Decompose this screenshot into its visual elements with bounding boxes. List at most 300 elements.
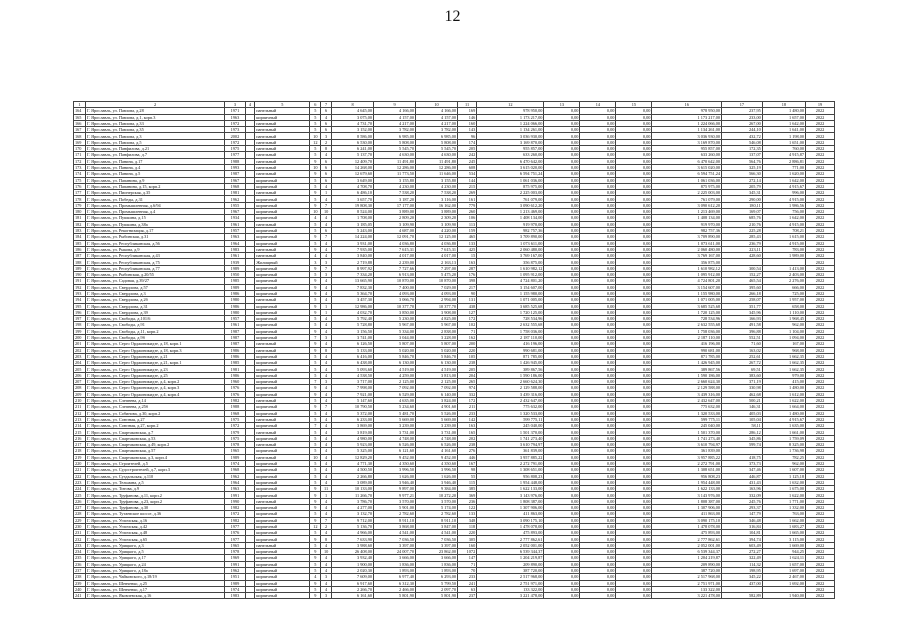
table-cell: 5 [310,460,321,466]
table-cell: 1 954 448,00 [477,479,544,485]
table-cell: 236 [74,561,86,567]
table-cell: 4 [321,114,332,120]
table-cell: 252,61 [722,353,763,359]
table-cell: 0,00 [544,108,580,114]
table-cell: 0,00 [580,164,616,170]
table-cell: 4 [321,196,332,202]
table-cell: 3 657,70 [332,196,374,202]
table-cell: 0,00 [616,334,652,340]
table-cell: 2022 [806,272,835,278]
table-row [74,593,835,599]
table-cell: 10 377,70 [374,303,416,309]
table-cell: 2 187 110,00 [652,334,722,340]
column-number-7: 7 [321,102,332,108]
table-cell: 1974 [225,586,245,592]
table-cell: Г. Ярославль, ул. Пионерская, д.35 [86,190,225,196]
table-cell: 1975 [225,435,245,441]
table-cell: 3 152,00 [332,127,374,133]
table-cell: 171 [74,152,86,158]
table-cell: 133 322,00 [652,586,722,592]
table-cell: 6 [321,164,332,170]
table-cell: 0,00 [580,259,616,265]
table-cell: 4 [321,423,332,429]
table-cell: 1 501 370,00 [477,429,544,435]
table-cell: 6 140,00 [416,391,458,397]
table-cell: 0,00 [616,183,652,189]
table-cell: 0,00 [544,397,580,403]
table-cell: панельный [255,127,310,133]
table-cell: 1 808 387,00 [652,498,722,504]
table-cell: Г. Ярославль, ул. Титова, д.9 [86,486,225,492]
table-cell: 0,00 [580,385,616,391]
table-cell: 0,00 [580,234,616,240]
table-cell: 1 657,00 [762,114,805,120]
table-cell: кирпичный [255,183,310,189]
table-cell: 6 416,00 [332,353,374,359]
table-cell: кирпичный [255,473,310,479]
table-cell: 8 [321,146,332,152]
table-cell: 4 [321,366,332,372]
table-cell: 4 017,00 [416,253,458,259]
table-cell: 361 839,00 [477,448,544,454]
table-cell: 3 066,70 [374,297,416,303]
table-cell: 233 [458,574,477,580]
table-cell: 2 060 480,00 [477,246,544,252]
table-cell: 1 758 036,00 [477,328,544,334]
table-cell: 0,00 [544,574,580,580]
table-cell: 6 [321,171,332,177]
table-cell: 0,00 [580,183,616,189]
table-cell: 0,00 [580,303,616,309]
table-cell: кирпичный [255,265,310,271]
table-cell: 167 [458,460,477,466]
table-cell: 2022 [806,322,835,328]
table-cell: 361 839,00 [652,448,722,454]
table-cell: 5 [310,227,321,233]
table-cell: Г. Ярославль, ул. Серго Орджоникидзе, д.4, корп.4 [86,391,225,397]
table-cell: 4 [321,322,332,328]
table-cell: 1986 [225,303,245,309]
table-cell: 783,00 [762,246,805,252]
table-cell: 0,00 [616,139,652,145]
table-cell: 184 [74,234,86,240]
table-cell: 2022 [806,404,835,410]
table-cell: 220 [458,530,477,536]
table-cell: 2022 [806,146,835,152]
table-cell: 105 [458,353,477,359]
column-number-4: 4 [245,102,255,108]
table-cell: 446,87 [722,473,763,479]
table-cell: 0,00 [580,196,616,202]
table-cell: 1987 [225,334,245,340]
table-cell: 2022 [806,120,835,126]
table-cell: 180 [74,209,86,215]
table-cell: 1974 [225,460,245,466]
table-cell: 4 915,67 [762,416,805,422]
table-cell: 0,00 [544,530,580,536]
table-cell: 4 500,50 [332,467,374,473]
table-cell: 0,00 [580,473,616,479]
table-cell: 2022 [806,542,835,548]
table-cell: 1986 [225,353,245,359]
table-cell: 0,00 [580,423,616,429]
table-cell: 0,00 [616,316,652,322]
table-cell: 193 [74,290,86,296]
table-cell: 5 133,00 [332,347,374,353]
table-cell: 2022 [806,429,835,435]
table-cell: 0,00 [616,486,652,492]
table-cell: 4 [321,498,332,504]
table-cell: 1 332,00 [762,505,805,511]
table-cell: 6 526,00 [416,442,458,448]
table-cell: 1986 [225,372,245,378]
table-cell: 0,00 [580,580,616,586]
table-cell: 3 931,00 [332,240,374,246]
table-cell: 3 946,40 [416,479,458,485]
table-cell: 1 758 036,00 [652,328,722,334]
table-cell: 5 669,00 [416,416,458,422]
table-cell: 0,00 [616,416,652,422]
table-cell: 3 868,00 [374,523,416,529]
table-cell: 1 073 611,00 [652,240,722,246]
table-cell: 1960 [225,379,245,385]
table-cell: панельный [255,498,310,504]
table-cell: 265 [458,379,477,385]
table-cell: 267,72 [722,360,763,366]
table-cell: 5 545,70 [374,146,416,152]
table-cell: 356 875,00 [477,259,544,265]
table-cell: 9 712,00 [332,517,374,523]
table-cell: 1 615,00 [762,234,805,240]
table-cell: 3 782,00 [416,127,458,133]
table-cell: 1 641,00 [762,127,805,133]
table-cell: 1 697,00 [762,567,805,573]
table-cell: 2022 [806,498,835,504]
table-cell: 3 221 478,00 [477,593,544,599]
table-cell: 205,79 [722,183,763,189]
table-cell: 1976 [225,530,245,536]
table-cell: 213 [74,416,86,422]
table-cell: 222 [74,473,86,479]
column-number-5: 5 [255,102,310,108]
table-cell: 0,00 [616,586,652,592]
table-cell: 389 867,56 [477,366,544,372]
table-cell: 1 320 533,00 [477,410,544,416]
table-cell: 5 [310,177,321,183]
table-cell: 63 [458,586,477,592]
table-cell: 5 364,70 [332,290,374,296]
table-cell: 226 [74,498,86,504]
table-cell: 2 163,13 [416,259,458,265]
table-cell: 10 [310,133,321,139]
table-cell: 2 782,60 [416,511,458,517]
table-cell: 4 [321,586,332,592]
table-cell: 169 [458,108,477,114]
table-cell: 3 116,00 [416,196,458,202]
table-cell: 4 350,60 [416,460,458,466]
table-cell: 0,00 [544,442,580,448]
table-cell: 245 040,00 [652,423,722,429]
table-cell: кирпичный [255,410,310,416]
table-cell: 2022 [806,290,835,296]
table-cell: 245,76 [722,498,763,504]
table-cell: 4 915,00 [762,240,805,246]
table-cell: 2022 [806,523,835,529]
table-cell: 4 [321,561,332,567]
table-cell: 4 157,00 [374,114,416,120]
table-cell: 1 675,00 [762,486,805,492]
table-cell: 2 719,88 [332,259,374,265]
table-cell: 0,00 [580,120,616,126]
table-cell: 166,93 [722,316,763,322]
table-cell: 7 400,00 [374,284,416,290]
table-cell: 0,00 [616,234,652,240]
table-cell: 3 132,70 [332,511,374,517]
table-cell: 3 169 870,00 [652,139,722,145]
table-cell: 2 632 555,68 [477,322,544,328]
table-cell: 4 350,60 [374,460,416,466]
table-cell: 169 [74,139,86,145]
table-cell: 3 932,40 [332,555,374,561]
table-cell: 979,00 [762,372,805,378]
table-cell: 955 857,00 [477,146,544,152]
table-cell: 71 [458,561,477,567]
table-cell: 5 [310,530,321,536]
table-cell: 3 847,00 [416,523,458,529]
table-cell: 286,12 [722,429,763,435]
table-cell: 207 [74,379,86,385]
table-cell: 3 813,00 [416,372,458,378]
table-cell: 0,00 [580,221,616,227]
table-cell: 2022 [806,297,835,303]
table-cell: 4 157,00 [416,114,458,120]
table-cell: 2022 [806,259,835,265]
table-cell: 1 662,00 [762,517,805,523]
table-cell: 4 220,00 [416,227,458,233]
table-cell: 1964 [225,479,245,485]
table-cell: Г. Ярославль, ул. Панина, д.4 [86,164,225,170]
table-cell: 5 [310,114,321,120]
table-cell: 238 [458,442,477,448]
table-cell: 10 133,00 [332,486,374,492]
table-cell: 5 807,00 [416,341,458,347]
table-cell: 9 [310,404,321,410]
table-cell: 6 241,00 [332,146,374,152]
table-cell: 2022 [806,410,835,416]
table-cell: 0,00 [580,442,616,448]
table-cell: 2022 [806,391,835,397]
table-cell: 0,00 [544,505,580,511]
table-cell: 0,00 [544,347,580,353]
table-cell: 0,00 [580,561,616,567]
table-cell: 1985 [225,360,245,366]
table-cell: 5 [310,511,321,517]
table-cell: 239 [74,580,86,586]
table-cell: 6 917,60 [332,580,374,586]
table-cell: 1 624,11 [762,555,805,561]
table-cell: 0,00 [616,202,652,208]
table-cell: 1988 [225,404,245,410]
table-cell: Г. Ярославль, ул. Урицкого, д.24 [86,561,225,567]
table-cell: 0,00 [544,486,580,492]
table-cell: 1964 [225,240,245,246]
table-cell: 2 225 003,00 [477,190,544,196]
table-cell: 1969 [225,555,245,561]
table-cell: 3 [321,272,332,278]
table-cell: 4 036,80 [374,240,416,246]
table-cell: 5 [310,567,321,573]
table-cell: 1 741 273,40 [477,435,544,441]
table-cell: 0,00 [544,410,580,416]
table-cell: 396,88 [722,328,763,334]
table-cell: 220 [458,347,477,353]
table-cell: 176 [458,272,477,278]
table-cell: панельный [255,164,310,170]
table-cell: 0,00 [616,391,652,397]
table-cell: 0,00 [616,580,652,586]
table-cell: 2 994,00 [416,297,458,303]
table-cell: кирпичный [255,209,310,215]
table-cell: 0,00 [616,448,652,454]
table-cell: кирпичный [255,309,310,315]
table-cell: 4 915,00 [762,221,805,227]
table-cell: 10 [310,209,321,215]
table-cell: 0,00 [544,309,580,315]
table-cell: 0,00 [616,265,652,271]
table-cell: кирпичный [255,328,310,334]
table-cell: 3 [310,259,321,265]
table-cell: 1 664,00 [762,404,805,410]
column-number-14: 14 [580,102,616,108]
table-cell: 3 439 316,00 [477,391,544,397]
table-cell: 4 [321,221,332,227]
table-cell: Г. Ярославль, ул. Панина, д.5 [86,171,225,177]
table-cell: 12 986,00 [332,303,374,309]
table-cell: 0,00 [580,404,616,410]
table-cell: 5 526,00 [416,410,458,416]
table-cell: 1 736,98 [762,448,805,454]
table-cell: 1981 [225,366,245,372]
table-cell: 1 957,00 [762,297,805,303]
table-cell: 1989 [225,284,245,290]
table-cell: 1973 [225,127,245,133]
table-cell: 0,00 [616,152,652,158]
table-cell: 4 645,00 [332,108,374,114]
table-cell: 203 [74,353,86,359]
table-cell: кирпичный [255,460,310,466]
table-cell: 11 266,70 [332,492,374,498]
table-cell: 2022 [806,227,835,233]
table-cell: Г. Ярославль, ул. Тельмана, д.5 [86,479,225,485]
table-cell: 4 [321,567,332,573]
table-cell: 1978 [225,549,245,555]
table-cell: 0,00 [616,347,652,353]
table-cell: 0,00 [544,316,580,322]
table-cell: 633 260,00 [477,152,544,158]
table-cell: 1972 [225,120,245,126]
table-cell: Г. Ярославль, ул. Союзная, д.27, корп.2 [86,423,225,429]
table-cell: 233 [458,410,477,416]
table-cell: 0,00 [544,511,580,517]
table-cell: 5 [310,542,321,548]
table-cell: 0,00 [616,492,652,498]
table-cell: 7 935,00 [332,246,374,252]
table-cell: 5 [310,183,321,189]
table-cell: 5 [310,360,321,366]
table-cell: 1975 [225,146,245,152]
table-cell: 6 539 344,37 [652,549,722,555]
table-cell: 1 104,00 [762,328,805,334]
table-cell: 17 177,00 [374,202,416,208]
table-cell: 2022 [806,561,835,567]
table-cell: 202 [458,435,477,441]
table-cell: 5 137,70 [332,152,374,158]
table-cell: 2022 [806,586,835,592]
table-cell: 166 [74,120,86,126]
table-cell: 0,00 [616,240,652,246]
table-cell: 0,00 [616,517,652,523]
table-cell: 163 [458,423,477,429]
table-cell: Г. Ярославль, ул. Серго Орджоникидзе, д.18, корп.1 [86,341,225,347]
table-cell: 6 130,00 [416,360,458,366]
table-cell: панельный [255,297,310,303]
table-cell: 7 615,31 [374,246,416,252]
table-cell: 2 272 791,00 [652,460,722,466]
table-cell: 4 [321,460,332,466]
table-cell: Г. Ярославль, ул. Шевченко, д.17 [86,586,225,592]
table-cell: 0,00 [580,265,616,271]
table-cell: 3 988,60 [332,542,374,548]
table-cell: 1961 [225,253,245,259]
table-cell: 1963 [225,486,245,492]
table-cell: 242 [458,152,477,158]
table-cell: 6 [321,108,332,114]
table-cell: 956 808,23 [652,473,722,479]
table-cell: 1 426 945,00 [477,360,544,366]
table-cell: 2 272 791,00 [477,460,544,466]
table-cell: 3 996,50 [416,467,458,473]
table-cell: 7 [310,334,321,340]
table-cell: 4 901,60 [416,404,458,410]
table-cell: 990 681,00 [477,347,544,353]
table-cell: 2022 [806,366,835,372]
table-cell: 0,00 [544,353,580,359]
table-cell: 5 [310,416,321,422]
table-cell: 1 478 078,00 [477,523,544,529]
table-cell: 0,00 [544,542,580,548]
table-cell: 4 [321,429,332,435]
table-cell: 305 [458,536,477,542]
table-cell: 198,95 [722,567,763,573]
table-cell: 1962 [225,567,245,573]
table-cell: 5 [310,221,321,227]
table-cell: 0,00 [580,593,616,599]
table-cell: 2022 [806,334,835,340]
table-cell: Г. Ярославль, ул. Республиканская, д.75 [86,259,225,265]
table-cell: 1 426 945,00 [652,360,722,366]
table-cell: 5 799,50 [416,580,458,586]
table-cell: Г. Ярославль, ул. Шевченко, д.25 [86,580,225,586]
table-cell: 4 166,00 [374,108,416,114]
table-cell: 1934 [225,215,245,221]
table-cell: 968,00 [762,347,805,353]
table-cell: 4 [321,246,332,252]
table-cell: 2 403,00 [762,272,805,278]
table-cell: 9 [310,171,321,177]
table-cell: 2 020,30 [332,567,374,573]
table-cell: 383,60 [722,372,763,378]
table-cell: 10 870,00 [416,278,458,284]
